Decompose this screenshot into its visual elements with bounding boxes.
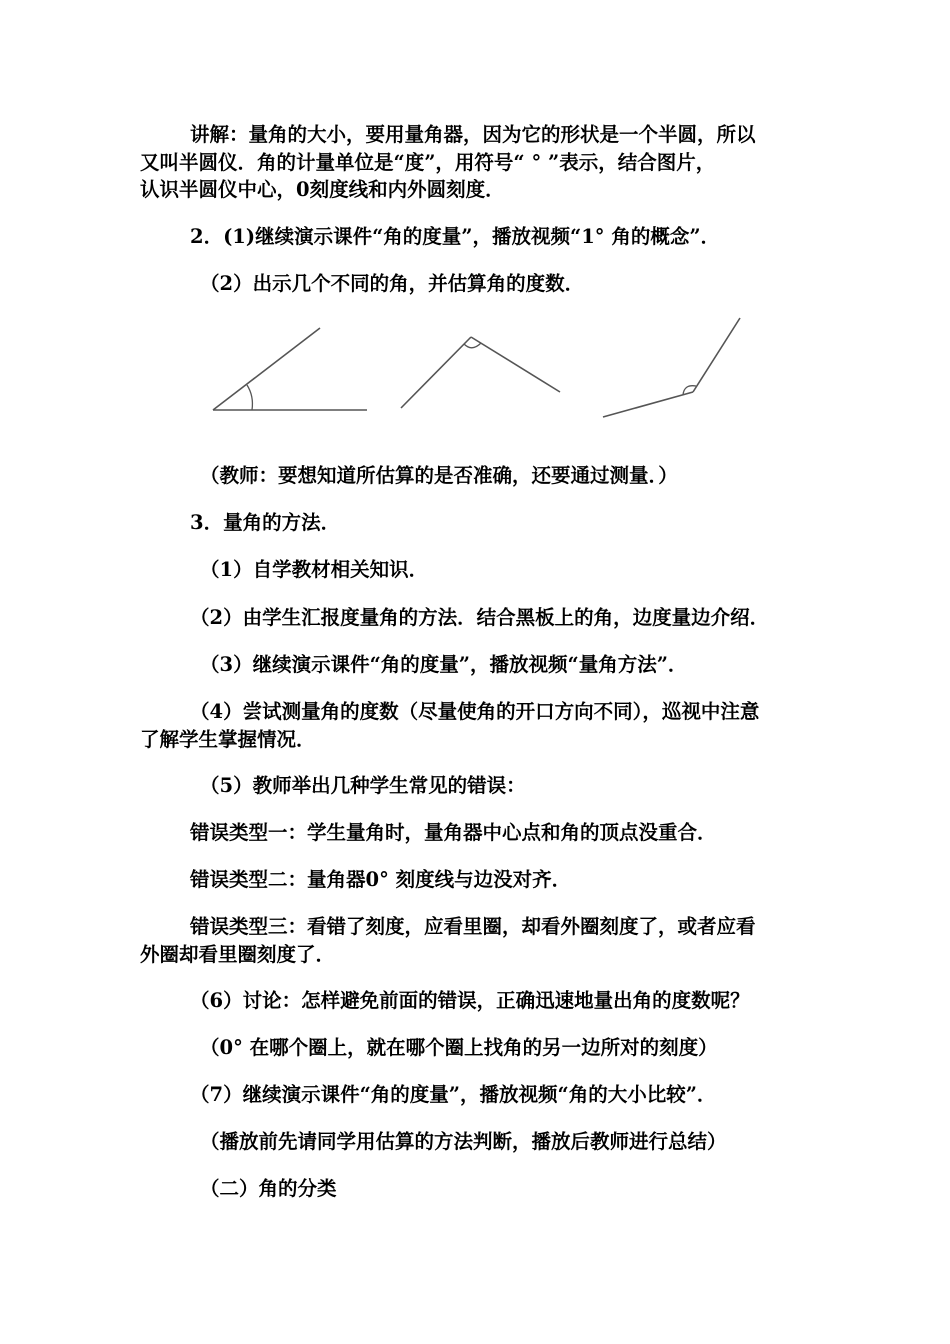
paragraph-step-2-2: （2）出示几个不同的角，并估算角的度数．	[200, 272, 585, 295]
angle-figure-large-obtuse	[603, 318, 740, 417]
paragraph-step-3-7: （7）继续演示课件“角的度量”，播放视频“角的大小比较”．	[190, 1083, 717, 1106]
angle-figure-acute	[213, 328, 367, 410]
section-heading-angle-classification: （二）角的分类	[200, 1177, 337, 1200]
paragraph-step-3-5: （5）教师举出几种学生常见的错误：	[200, 774, 526, 797]
angle-figure-obtuse	[401, 337, 560, 408]
paragraph-step-2-1: 2．(1)继续演示课件“角的度量”，播放视频“1° 角的概念”．	[190, 225, 721, 248]
paragraph-step-3-3: （3）继续演示课件“角的度量”，播放视频“量角方法”．	[200, 653, 688, 676]
paragraph-step-3-6: （6）讨论：怎样避免前面的错误，正确迅速地量出角的度数呢？	[190, 989, 750, 1012]
paragraph-teacher-note: （教师：要想知道所估算的是否准确，还要通过测量．）	[200, 464, 678, 487]
paragraph-step-3-2: （2）由学生汇报度量角的方法．结合黑板上的角，边度量边介绍．	[190, 606, 770, 629]
paragraph-error-type-2: 错误类型二：量角器0° 刻度线与边没对齐．	[190, 868, 572, 891]
paragraph-explanation-line-1: 讲解：量角的大小，要用量角器，因为它的形状是一个半圆，所以	[190, 123, 756, 146]
paragraph-step-3: 3．量角的方法．	[190, 511, 341, 534]
paragraph-error-type-1: 错误类型一：学生量角时，量角器中心点和角的顶点没重合．	[190, 821, 717, 844]
paragraph-explanation-line-2: 又叫半圆仪．角的计量单位是“度”，用符号“ ° ”表示，结合图片，	[140, 151, 716, 174]
paragraph-error-type-3-line-1: 错误类型三：看错了刻度，应看里圈，却看外圈刻度了，或者应看	[190, 915, 756, 938]
paragraph-step-3-6-answer: （0° 在哪个圈上，就在哪个圈上找角的另一边所对的刻度）	[200, 1036, 718, 1059]
paragraph-step-3-1: （1）自学教材相关知识．	[200, 558, 429, 581]
paragraph-explanation-line-3: 认识半圆仪中心，0刻度线和内外圆刻度．	[140, 178, 505, 201]
paragraph-step-3-4-line-1: （4）尝试测量角的度数（尽量使角的开口方向不同），巡视中注意	[190, 700, 760, 723]
paragraph-step-3-7-note: （播放前先请同学用估算的方法判断，播放后教师进行总结）	[200, 1130, 727, 1153]
angle-figures	[0, 300, 950, 440]
paragraph-error-type-3-line-2: 外圈却看里圈刻度了．	[140, 943, 336, 966]
paragraph-step-3-4-line-2: 了解学生掌握情况．	[140, 728, 316, 751]
